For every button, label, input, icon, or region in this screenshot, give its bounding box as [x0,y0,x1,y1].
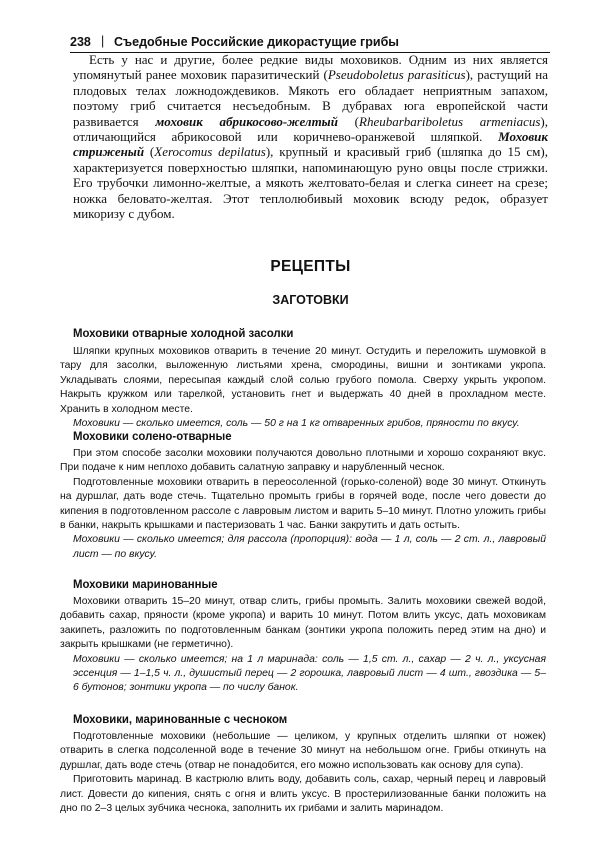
intro-text: ( [337,113,360,129]
intro-text: ), крупный и красивый гриб (шляпка до 15 см), характеризуется поверхностью шляпки, напоминающую руно овцы после стрижки. Его трубочки лимонно-желтые, а мякоть желтовато-белая и слегка синеет на срезе; ножка беловато-желтая. Этот теплолюбивый моховик всюду редок, образует микоризу с дубом. [73,144,548,222]
recipe-ingredients: Моховики — сколько имеется; на 1 л маринада: соль — 1,5 ст. л., сахар — 2 ч. л., уксусная эссенция — 1–1,5 ч. л., душистый перец — 2 горошка, лавровый лист — 4 шт., гвоздика — 5–6 бутонов; зонтики укропа — по числу банок. [73,653,546,694]
latin-name: Pseudoboletus parasiticus [327,67,466,83]
intro-text: Есть у нас и другие, более редкие виды моховиков. Одним из них является упомянутый ранее моховик паразитический ( [73,52,548,83]
running-header [70,32,550,53]
recipe-title: Моховики маринованные [73,577,218,591]
intro-text: ), отличающийся абрикосовой или коричнево-оранжевой шляпкой. [73,113,548,145]
recipe-paragraph: Приготовить маринад. В кастрюлю влить воду, добавить соль, сахар, черный перец и лавровый лист. Довести до кипения, снять с огня и влить уксус. В простерилизованные банки положить на дно по 2–3 целых зубчика чеснока, заполнить их грибами и залить маринадом. [60,774,546,815]
intro-paragraph [73,52,548,221]
recipe-paragraph: При этом способе засолки моховики получаются довольно плотными и хорошо сохраняют вкус. При подаче к ним неплохо добавить салатную заправку и нарубленный чеснок. [60,448,546,474]
recipe-ingredients: Моховики — сколько имеется; для рассола (пропорция): вода — 1 л, соль — 2 ст. л., лавровый лист — по вкусу. [73,534,546,560]
recipe-paragraph: Подготовленные моховики (небольшие — целиком, у крупных отделить шляпки от ножек) отварить в слегка подсоленной воде в течение 30 минут на небольшом огне. Грибы откинуть на дуршлаг, дать воде стечь (отвар не понадобится, его можно использовать как основу для супа). [60,731,546,771]
latin-name: Rheubarbariboletus armeniacus [359,113,541,129]
recipe-title: Моховики солено-отварные [73,429,232,443]
recipe-ingredients: Моховики — сколько имеется, соль — 50 г на 1 кг отваренных грибов, пряности по вкусу. [73,418,520,430]
recipe-body [60,345,546,431]
header-separator: | [101,34,105,48]
recipe-body [60,595,546,696]
species-name: моховик абрикосово-желтый [155,113,338,129]
recipe-paragraph: Шляпки крупных моховиков отварить в течение 20 минут. Остудить и переложить шумовкой в тару для засолки, выложенную листьями хрена, смородины, вишни и зонтиками укропа. Укладывать слоями, пересыпая каждый слой солью грубого помола. Сверху укрыть укропом. Накрыть кружком или тарелкой, установить гнет и выдержать 40 дней в прохладном месте. Хранить в холодном месте. [60,346,546,415]
recipe-body [60,730,546,816]
recipe-paragraph: Моховики отварить 15–20 минут, отвар слить, грибы промыть. Залить моховики свежей водой, добавить сахар, пряности (кроме укропа) и варить 10 минут. Потом влить уксус, дать моховикам закипеть, разложить по подготовленным банкам (зонтики укропа положить перед этим на дно) и закрыть крышками (не герметично). [60,596,546,651]
section-subtitle: ЗАГОТОВКИ [272,293,349,307]
recipe-title: Моховики, маринованные с чесноком [73,712,288,726]
species-name: Моховик стриженый [73,129,548,160]
book-title: Съедобные Российские дикорастущие грибы [114,35,399,49]
recipe-paragraph: Подготовленные моховики отварить в переосоленной (горько-соленой) воде 30 минут. Откинуть на дуршлаг, дать воде стечь. Тщательно промыть грибы в горячей воде, после чего довести до кипения в подготовленном рассоле с лавровым листом и варить 5–10 минут. Плотно уложить грибы в банки, накрыть крышками и пастеризовать 1 час. Банки закрутить и дать остыть. [60,476,546,532]
page-number: 238 [70,35,91,49]
intro-text: ( [144,144,155,160]
recipe-title: Моховики отварные холодной засолки [73,326,294,340]
latin-name: Xerocomus depilatus [154,144,266,160]
intro-text: ), растущий на плодовых телах ложнодождевиков. Мякоть его обладает неприятным запахом, поэтому гриб считается несъедобным. В дубравах юга европейской части развивается [73,67,549,129]
recipe-body [60,447,546,562]
section-title: РЕЦЕПТЫ [270,258,351,275]
